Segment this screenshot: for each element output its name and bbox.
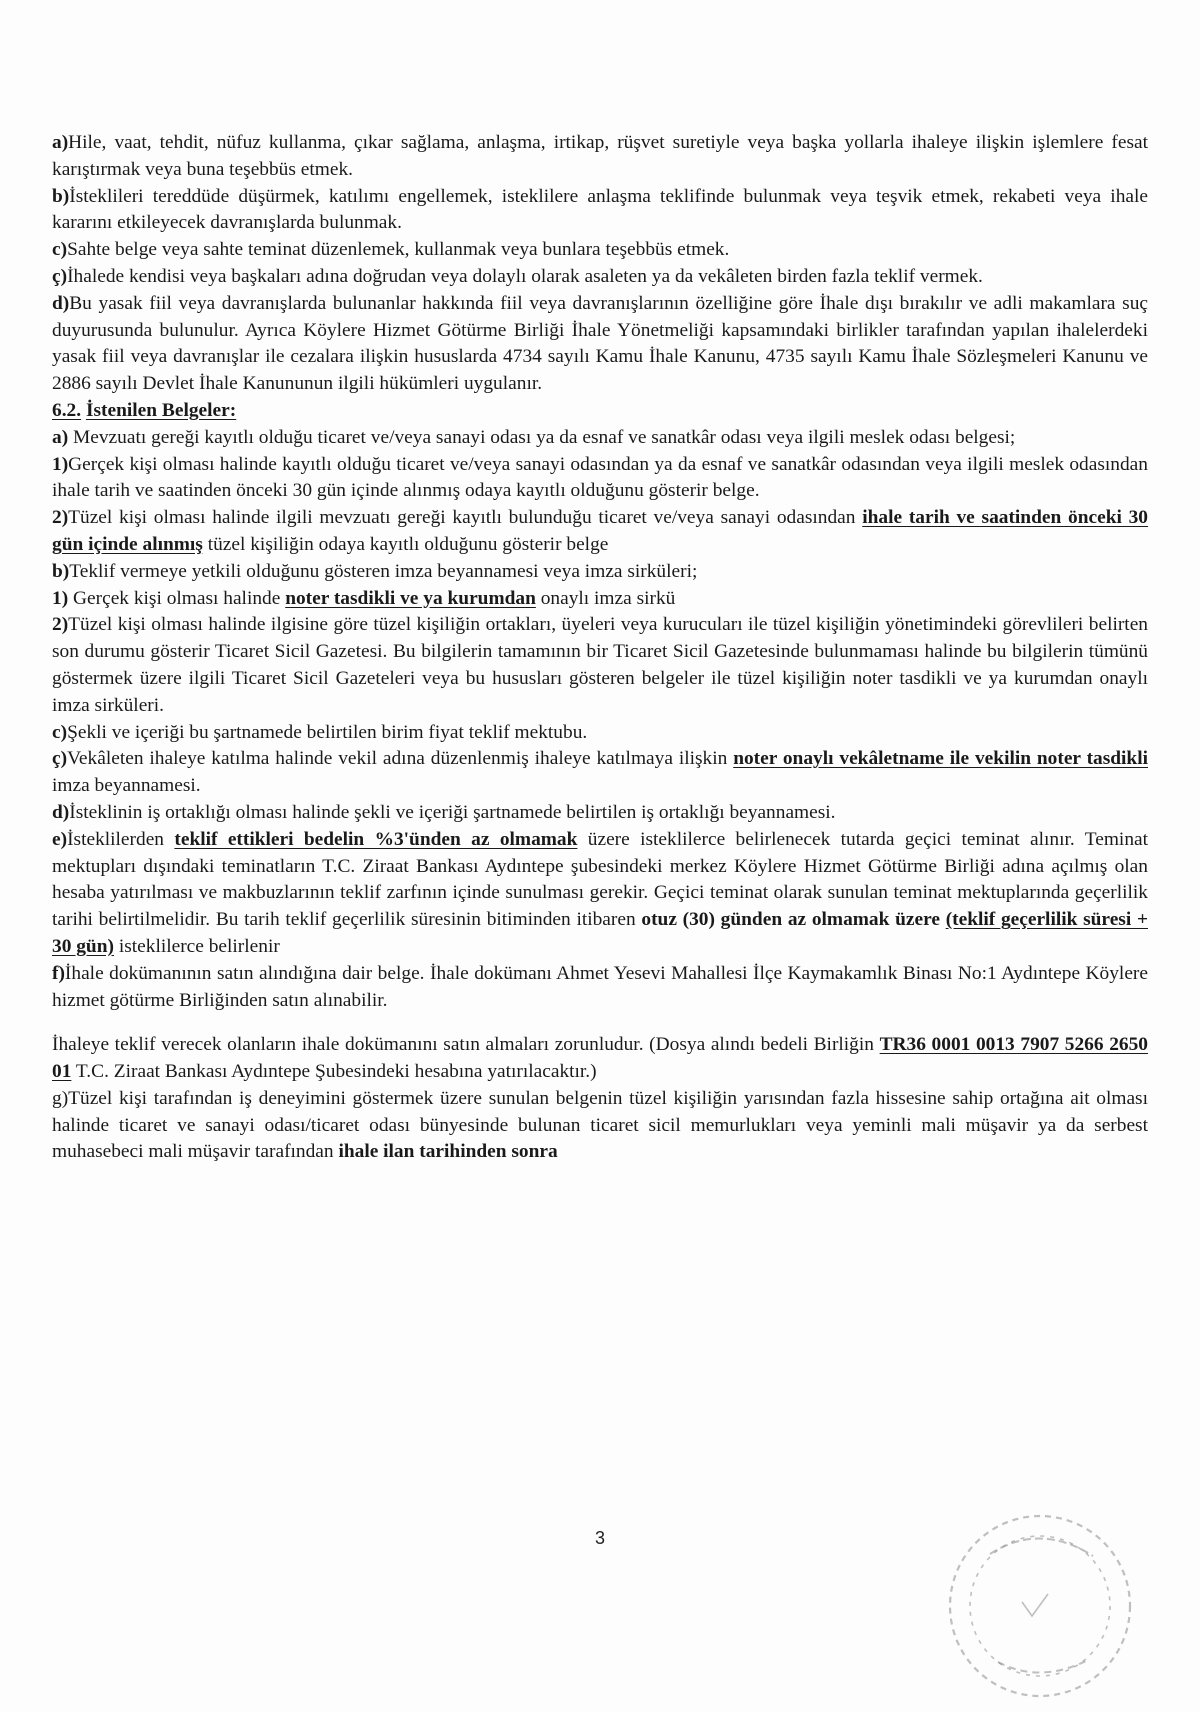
paragraph-f-tender-document: f)İhale dokümanının satın alındığına dair belge. İhale dokümanı Ahmet Yesevi Mahallesi İlçe Kaymakamlık Binası No:1 Aydıntepe Köylere hizmet götürme Birliğinden satın alınabilir. [52,962,1148,1011]
paragraph-1-real-person: 1)Gerçek kişi olması halinde kayıtlı olduğu ticaret ve/veya sanayi odasından ya da esnaf ve sanatkâr odasından veya ilgili meslek odasından ihale tarih ve saatinden önceki 30 gün içinde alınmış odaya kayıtlı olduğunu gösterir belge. [52,453,1148,502]
paragraph-a-chamber-certificate: a) Mevzuatı gereği kayıtlı olduğu ticaret ve/veya sanayi odası ya da esnaf ve sanatkâr odası veya ilgili meslek odası belgesi; [52,426,1016,448]
paragraph-a-fraud: a)Hile, vaat, tehdit, nüfuz kullanma, çıkar sağlama, anlaşma, irtikap, rüşvet suretiyle veya başka yollarla ihaleye ilişkin işlemlere fesat karıştırmak veya buna teşebbüs etmek. [52,132,1148,180]
official-seal-stamp [928,1494,1158,1704]
section-heading [52,398,1148,425]
paragraph-c-cedilla-multiple-bids: ç)İhalede kendisi veya başkaları adına doğrudan veya dolaylı olarak asaleten ya da vekâleten birden fazla teklif vermek. [52,265,983,287]
section-number: 6.2. [52,399,82,421]
paragraph-b-hesitation: b)İsteklileri tereddüde düşürmek, katılımı engellemek, isteklilere anlaşma teklifinde bulunmak veya teşvik etmek, rekabeti veya ihale kararını etkileyecek davranışlarda bulunmak. [52,185,1148,234]
page-number: 3 [594,1528,605,1548]
paragraph-d-joint-venture: d)İsteklinin iş ortaklığı olması halinde şekli ve içeriği şartnamede belirtilen iş ortaklığı beyannamesi. [52,801,836,823]
paragraph-c-cedilla-proxy: ç)Vekâleten ihaleye katılma halinde vekil adına düzenlenmiş ihaleye katılmaya ilişkin noter onaylı vekâletname ile vekilin noter tasdikli imza beyannamesi. [52,748,1148,797]
iban-number: TR36 0001 0013 7907 5266 2650 01 [52,1034,1148,1083]
paragraph-e-guarantee: e)İsteklilerden teklif ettikleri bedelin %3'ünden az olmamak üzere isteklilerce belirlenecek tutarda geçici teminat alınır. Teminat mektupları dışındaki teminatların T.C. Ziraat Bankası Aydıntepe şubesindeki merkez Köylere Hizmet Götürme Birliği adına açılmış olan hesaba yatırılması ve makbuzlarının teklif zarfının içinde sunulması gerekir. Geçici teminat olarak sunulan teminat mektuplarında geçerlilik tarihi belirtilmelidir. Bu tarih teklif geçerlilik süresinin bitiminden itibaren otuz (30) günden az olmamak üzere (teklif geçerlilik süresi + 30 gün) isteklilerce belirlenir [52,828,1149,957]
paragraph-c-fake-documents: c)Sahte belge veya sahte teminat düzenlemek, kullanmak veya bunlara teşebbüs etmek. [52,239,730,261]
paragraph-purchase-obligation: İhaleye teklif verecek olanların ihale dokümanını satın almaları zorunludur. (Dosya alındı bedeli Birliğin TR36 0001 0013 7907 5266 2650 01 T.C. Ziraat Bankası Aydıntepe Şubesindeki hesabına yatırılacaktır.) [52,1034,1148,1083]
paragraph-b-signature: b)Teklif vermeye yetkili olduğunu gösteren imza beyannamesi veya imza sirküleri; [52,560,698,582]
paragraph-c-bid-letter: c)Şekli ve içeriği bu şartnamede belirtilen birim fiyat teklif mektubu. [52,721,588,743]
paragraph-d-sanctions: d)Bu yasak fiil veya davranışlarda bulunanlar hakkında fiil veya davranışlarının özelliğine göre İhale dışı bırakılır ve adli makamlara suç duyurusunda bulunulur. Ayrıca Köylere Hizmet Götürme Birliği İhale Yönetmeliği kapsamındaki birlikler tarafından yapılan ihalelerdeki yasak fiil veya davranışlar ile cezalara ilişkin hususlarda 4734 sayılı Kamu İhale Kanunu, 4735 sayılı Kamu İhale Sözleşmeleri Kanunu ve 2886 sayılı Devlet İhale Kanununun ilgili hükümleri uygulanır. [52,292,1148,395]
paragraph-2-trade-registry: 2)Tüzel kişi olması halinde ilgisine göre tüzel kişiliğin ortakları, üyeleri veya kurucuları ile tüzel kişiliğin yönetimindeki görevlileri belirten son durumu gösterir Ticaret Sicil Gazetesi. Bu bilgilerin tamamının bir Ticaret Sicil Gazetesinde bulunmaması halinde bu bilgilerin tümünü göstermek üzere ilgili Ticaret Sicil Gazeteleri veya bu hususları gösteren belgeler ile tüzel kişiliğin noter tasdikli ve ya kurumdan onaylı imza sirküleri. [52,614,1148,716]
paragraph-g-experience: g)Tüzel kişi tarafından iş deneyimini göstermek üzere sunulan belgenin tüzel kişiliğin yarısından fazla hissesine sahip ortağına ait olması halinde ticaret ve sanayi odası/ticaret odası bünyesinde bulunan ticaret sicil memurlukları veya yeminli mali müşavir ya da serbest muhasebeci mali müşavir tarafından ihale ilan tarihinden sonra [52,1087,1148,1163]
section-title: İstenilen Belgeler: [85,399,237,421]
paragraph-1-signature-real-person: 1) Gerçek kişi olması halinde noter tasdikli ve ya kurumdan onaylı imza sirkü [52,587,676,609]
document-body [52,130,1148,1166]
paragraph-2-legal-entity: 2)Tüzel kişi olması halinde ilgili mevzuatı gereği kayıtlı bulunduğu ticaret ve/veya sanayi odasından ihale tarih ve saatinden önceki 30 gün içinde alınmış tüzel kişiliğin odaya kayıtlı olduğunu gösterir belge [52,507,1148,555]
